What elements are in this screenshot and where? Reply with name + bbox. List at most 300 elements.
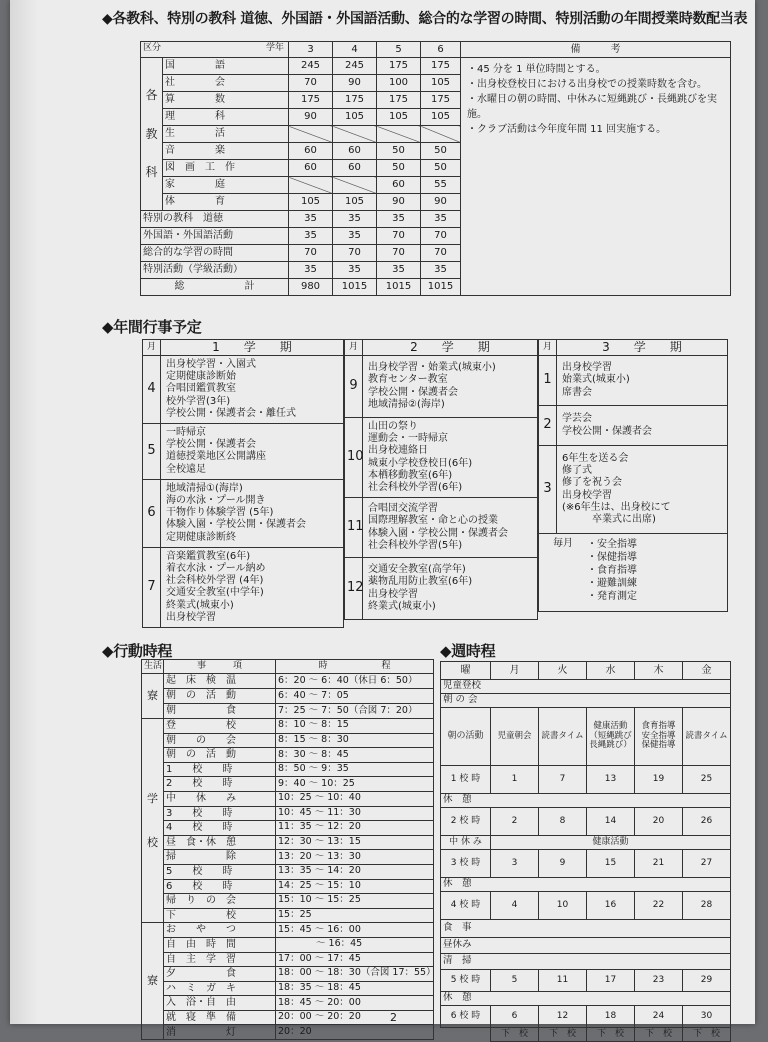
weekly-schedule-heading: ◆週時程	[440, 642, 496, 660]
schedule-time: 13：35 〜 14：20	[276, 864, 434, 879]
event-list	[161, 356, 344, 424]
remarks-header: 備 考	[461, 42, 731, 58]
period-number: 8	[539, 808, 587, 836]
other-subject-name: 外国語・外国語活動	[141, 228, 289, 245]
morning-activity-cell: 読書タイム	[683, 708, 731, 766]
schedule-time: 18：45 〜 20：00	[276, 996, 434, 1011]
mid-break-activity: 健康活動	[491, 836, 731, 850]
schedule-time: 10：25 〜 10：40	[276, 791, 434, 806]
schedule-item: 3 校 時	[164, 806, 276, 821]
remark-line: ・水曜日の朝の時間、中休みに短縄跳び・長縄跳びを実施。	[467, 94, 717, 120]
corner-cell	[141, 42, 289, 58]
event-list	[161, 424, 344, 480]
lunch-break-row: 昼休み	[441, 938, 731, 954]
period-number: 27	[683, 850, 731, 878]
hours-cell: 35	[333, 211, 377, 228]
hours-cell: 70	[377, 245, 421, 262]
hours-cell: 70	[289, 75, 333, 92]
hours-cell: 70	[421, 245, 461, 262]
schedule-time: 17：00 〜 17：45	[276, 952, 434, 967]
event-item: 教育センター教室	[368, 374, 448, 386]
hours-cell: 105	[421, 75, 461, 92]
event-item: 定期健康診断始	[166, 371, 236, 383]
cleaning-row: 清 掃	[441, 954, 731, 970]
schedule-item: 6 校 時	[164, 879, 276, 894]
event-item: 社会科校外学習(5年)	[368, 539, 463, 551]
subject-name: 国 語	[163, 58, 289, 75]
event-item: 干物作り体験学習 (5年)	[166, 507, 274, 519]
schedule-time: 8：10 〜 8：15	[276, 719, 434, 734]
schedule-header: 時 程	[276, 660, 434, 674]
hours-cell: 35	[377, 211, 421, 228]
hours-cell: 70	[289, 245, 333, 262]
subject-name: 算 数	[163, 92, 289, 109]
event-list	[363, 356, 538, 418]
period-number: 10	[539, 892, 587, 920]
period-number: 13	[587, 766, 635, 794]
hours-cell: 105	[333, 109, 377, 126]
event-item: 地域清掃①(海岸)	[166, 482, 243, 494]
schedule-item: 朝 の 活 動	[164, 748, 276, 763]
period-number: 3	[491, 850, 539, 878]
event-month: 5	[143, 424, 161, 480]
schedule-item: 入 浴・自 由	[164, 996, 276, 1011]
event-item: 体験入園・学校公開・保護者会	[368, 527, 508, 539]
hours-cell: 60	[289, 160, 333, 177]
event-item: 終業式(城東小)	[368, 600, 436, 612]
grade-header: 6	[421, 42, 461, 58]
event-item: 出身校連絡日	[368, 445, 428, 457]
hours-cell: 100	[377, 75, 421, 92]
annual-hours-table	[140, 41, 731, 296]
term3-events-table	[538, 339, 728, 612]
period-number: 6	[491, 1006, 539, 1028]
period-label: 3 校 時	[441, 850, 491, 878]
weekday-header: 木	[635, 662, 683, 680]
period-number: 17	[587, 970, 635, 992]
schedule-time: 6：40 〜 7：05	[276, 689, 434, 704]
event-item: 国際理解教室・命と心の授業	[368, 515, 498, 527]
hours-cell: 50	[377, 143, 421, 160]
event-item: 6年生を送る会	[562, 452, 629, 464]
schedule-item: 就 寝 準 備	[164, 1010, 276, 1025]
schedule-time: 13：20 〜 13：30	[276, 850, 434, 865]
period-number: 23	[635, 970, 683, 992]
event-list	[363, 418, 538, 498]
period-label: 5 校 時	[441, 970, 491, 992]
period-number: 2	[491, 808, 539, 836]
break-row: 休 憩	[441, 878, 731, 892]
schedule-time: 15：45 〜 16：00	[276, 923, 434, 938]
schedule-time: 20：00 〜 20：20	[276, 1010, 434, 1025]
arrival-row: 児童登校	[441, 680, 731, 694]
period-label: 2 校 時	[441, 808, 491, 836]
event-list	[161, 547, 344, 627]
event-item: 体験入園・学校公開・保護者会	[166, 519, 306, 531]
remark-line: ・クラブ活動は今年度年間 11 回実施する。	[467, 124, 667, 135]
event-item: 着衣水泳・プール納め	[166, 562, 266, 574]
morning-activity-cell: 健康活動 （短縄跳び 長縄跳び）	[587, 708, 635, 766]
event-month: 6	[143, 479, 161, 547]
hours-cell: 105	[421, 109, 461, 126]
subject-name: 理 科	[163, 109, 289, 126]
schedule-item: 自 由 時 間	[164, 937, 276, 952]
hours-cell: 70	[333, 245, 377, 262]
schedule-item: 朝 の 会	[164, 733, 276, 748]
schedule-time: 18：00 〜 18：30（合図 17：55）	[276, 967, 434, 982]
period-number: 25	[683, 766, 731, 794]
event-item: 出身校学習・入園式	[166, 359, 256, 371]
remark-line: ・45 分を 1 単位時間とする。	[467, 64, 606, 75]
period-number: 11	[539, 970, 587, 992]
dismissal-cell: 下 校	[491, 1028, 539, 1042]
remark-line: ・出身校登校日における出身校での授業時数を含む。	[467, 79, 707, 90]
hours-cell: 55	[421, 177, 461, 194]
schedule-time: 10：45 〜 11：30	[276, 806, 434, 821]
monthly-label: 毎月	[553, 538, 573, 549]
event-item: 音楽鑑賞教室(6年)	[166, 550, 251, 562]
period-number: 29	[683, 970, 731, 992]
schedule-time: 8：15 〜 8：30	[276, 733, 434, 748]
event-item: 出身校学習	[166, 611, 216, 623]
hours-cell: 175	[289, 92, 333, 109]
events-heading: ◆年間行事予定	[102, 318, 202, 336]
hours-cell: 70	[421, 228, 461, 245]
period-label: 1 校 時	[441, 766, 491, 794]
hours-cell: 60	[377, 177, 421, 194]
event-item: 出身校学習	[562, 489, 612, 501]
event-month: 1	[539, 356, 557, 406]
event-item: 本栖移動教室(6年)	[368, 469, 453, 481]
period-number: 1	[491, 766, 539, 794]
schedule-item: 5 校 時	[164, 864, 276, 879]
category-label	[141, 58, 163, 211]
event-item: 合唱団交流学習	[368, 503, 438, 515]
event-item: 出身校学習・始業式(城東小)	[368, 362, 496, 374]
event-month: 12	[345, 558, 363, 620]
schedule-time: 15：10 〜 15：25	[276, 894, 434, 909]
schedule-time: 9：40 〜 10：25	[276, 777, 434, 792]
period-number: 20	[635, 808, 683, 836]
event-month: 11	[345, 498, 363, 558]
other-subject-name: 総合的な学習の時間	[141, 245, 289, 262]
schedule-item: ハ ミ ガ キ	[164, 981, 276, 996]
period-number: 24	[635, 1006, 683, 1028]
period-number: 21	[635, 850, 683, 878]
hours-cell: 175	[421, 58, 461, 75]
hours-cell: 35	[333, 228, 377, 245]
schedule-item: 掃 除	[164, 850, 276, 865]
event-item: 交通安全教室(高学年)	[368, 564, 466, 576]
hours-cell	[289, 177, 333, 194]
event-item: 学校公開・保護者会	[368, 386, 458, 398]
event-item: 地域清掃②(海岸)	[368, 398, 445, 410]
other-subject-name: 特別の教科 道徳	[141, 211, 289, 228]
hours-table-heading: ◆各教科、特別の教科 道徳、外国語・外国語活動、総合的な学習の時間、特別活動の年間授業時数配当表	[102, 11, 748, 27]
monthly-item: ・保健指導	[587, 552, 637, 563]
event-list	[557, 356, 728, 406]
event-item: 学校公開・保護者会・離任式	[166, 407, 296, 419]
period-number: 15	[587, 850, 635, 878]
period-number: 19	[635, 766, 683, 794]
subject-name: 生 活	[163, 126, 289, 143]
term-header: 2 学 期	[363, 340, 538, 356]
event-month: 7	[143, 547, 161, 627]
month-header: 月	[143, 340, 161, 356]
period-label: 6 校 時	[441, 1006, 491, 1028]
schedule-item: 中 休 み	[164, 791, 276, 806]
schedule-item: 昼 食・休 憩	[164, 835, 276, 850]
hours-cell	[377, 126, 421, 143]
hours-cell: 50	[421, 143, 461, 160]
schedule-item: お や つ	[164, 923, 276, 938]
hours-cell: 35	[333, 262, 377, 279]
event-item: 道徳授業地区公開講座	[166, 451, 266, 463]
period-number: 30	[683, 1006, 731, 1028]
event-item: 定期健康診断終	[166, 531, 236, 543]
event-month: 2	[539, 406, 557, 446]
hours-cell: 70	[377, 228, 421, 245]
category-char: 教	[145, 126, 158, 141]
monthly-list	[587, 538, 637, 603]
monthly-activities-block	[545, 538, 721, 603]
schedule-time: 7：25 〜 7：50（合図 7：20）	[276, 704, 434, 719]
schedule-item: 登 校	[164, 719, 276, 734]
event-item: 席書会	[562, 386, 592, 398]
total-hours-cell: 1015	[377, 279, 421, 296]
hours-cell: 35	[377, 262, 421, 279]
period-number: 12	[539, 1006, 587, 1028]
hours-cell: 90	[333, 75, 377, 92]
hours-cell	[289, 126, 333, 143]
schedule-time: 8：50 〜 9：35	[276, 762, 434, 777]
schedule-group-label: 学 校	[142, 719, 164, 923]
schedule-group-label: 寮	[142, 674, 164, 719]
term1-events-table	[142, 339, 344, 628]
weekday-header: 月	[491, 662, 539, 680]
dismiss-spacer	[441, 1028, 491, 1042]
event-month: 3	[539, 446, 557, 534]
hours-cell: 60	[333, 160, 377, 177]
period-number: 18	[587, 1006, 635, 1028]
hours-cell: 90	[289, 109, 333, 126]
hours-cell: 175	[333, 92, 377, 109]
month-header: 月	[345, 340, 363, 356]
dismissal-cell: 下 校	[539, 1028, 587, 1042]
total-hours-cell: 980	[289, 279, 333, 296]
monthly-item: ・発育測定	[587, 591, 637, 602]
event-item: 校外学習(3年)	[166, 395, 231, 407]
hours-cell: 245	[333, 58, 377, 75]
morning-activity-label: 朝の活動	[441, 708, 491, 766]
event-month: 10	[345, 418, 363, 498]
weekday-header: 水	[587, 662, 635, 680]
document-page	[10, 0, 755, 1040]
event-item: 修了式	[562, 465, 592, 477]
event-item: 運動会・一時帰京	[368, 433, 448, 445]
schedule-time: 18：35 〜 18：45	[276, 981, 434, 996]
hours-cell: 175	[377, 92, 421, 109]
event-list	[557, 446, 728, 534]
event-item: 出身校学習	[562, 362, 612, 374]
period-number: 9	[539, 850, 587, 878]
term2-events-table	[344, 339, 538, 620]
hours-cell: 60	[333, 143, 377, 160]
event-item: 海の水泳・プール開き	[166, 494, 266, 506]
hours-cell: 35	[289, 228, 333, 245]
hours-cell: 50	[377, 160, 421, 177]
daily-schedule-heading: ◆行動時程	[102, 642, 173, 660]
hours-cell: 245	[289, 58, 333, 75]
event-list	[161, 479, 344, 547]
period-number: 22	[635, 892, 683, 920]
schedule-time: 15：25	[276, 908, 434, 923]
subject-name: 体 育	[163, 194, 289, 211]
subject-name: 社 会	[163, 75, 289, 92]
weekday-header: 火	[539, 662, 587, 680]
term-header: 1 学 期	[161, 340, 344, 356]
monthly-item: ・避難訓練	[587, 578, 637, 589]
morning-activity-cell: 食育指導 安全指導 保健指導	[635, 708, 683, 766]
hours-cell: 90	[377, 194, 421, 211]
event-item: 合唱団鑑賞教室	[166, 383, 236, 395]
event-item: 学校公開・保護者会	[166, 439, 256, 451]
grade-header: 3	[289, 42, 333, 58]
grade-header: 4	[333, 42, 377, 58]
dismissal-cell: 下 校	[683, 1028, 731, 1042]
monthly-activities	[539, 534, 728, 612]
morning-activity-cell: 児童朝会	[491, 708, 539, 766]
hours-cell	[333, 177, 377, 194]
page-number: 2	[390, 1011, 397, 1024]
event-item: 城東小学校登校日(6年)	[368, 457, 473, 469]
category-char: 各	[145, 88, 158, 103]
event-item: 全校遠足	[166, 463, 206, 475]
event-item: 修了を祝う会	[562, 477, 622, 489]
total-hours-cell: 1015	[333, 279, 377, 296]
period-number: 14	[587, 808, 635, 836]
subject-name: 音 楽	[163, 143, 289, 160]
schedule-item: 2 校 時	[164, 777, 276, 792]
schedule-item: 朝 食	[164, 704, 276, 719]
schedule-item: 下 校	[164, 908, 276, 923]
event-list	[363, 558, 538, 620]
dismissal-cell: 下 校	[587, 1028, 635, 1042]
hours-cell: 35	[421, 211, 461, 228]
total-hours-cell: 1015	[421, 279, 461, 296]
schedule-header: 生活	[142, 660, 164, 674]
schedule-group-label: 寮	[142, 923, 164, 1040]
hours-cell: 35	[289, 262, 333, 279]
term-header: 3 学 期	[557, 340, 728, 356]
period-label: 4 校 時	[441, 892, 491, 920]
morning-meeting-row: 朝 の 会	[441, 694, 731, 708]
morning-activity-cell: 読書タイム	[539, 708, 587, 766]
event-item: 終業式(城東小)	[166, 599, 234, 611]
weekday-header: 金	[683, 662, 731, 680]
period-number: 7	[539, 766, 587, 794]
event-item: 一時帰京	[166, 427, 206, 438]
schedule-time: 8：30 〜 8：45	[276, 748, 434, 763]
schedule-time: 12：30 〜 13：15	[276, 835, 434, 850]
hours-cell: 105	[333, 194, 377, 211]
other-subject-name: 特別活動（学級活動）	[141, 262, 289, 279]
subject-name: 図 画 工 作	[163, 160, 289, 177]
hours-cell: 175	[421, 92, 461, 109]
schedule-item: 帰 り の 会	[164, 894, 276, 909]
category-char: 科	[145, 165, 158, 180]
total-label: 総 計	[141, 279, 289, 296]
event-item: 社会科校外学習 (4年)	[166, 575, 264, 587]
hours-cell	[421, 126, 461, 143]
event-item: 卒業式に出席)	[562, 513, 656, 525]
period-number: 16	[587, 892, 635, 920]
meal-row: 食 事	[441, 920, 731, 938]
hours-cell: 175	[377, 58, 421, 75]
event-item: 交通安全教室(中学年)	[166, 587, 264, 599]
monthly-item: ・食育指導	[587, 565, 637, 576]
schedule-item: 自 主 学 習	[164, 952, 276, 967]
break-row: 休 憩	[441, 794, 731, 808]
hours-cell: 105	[377, 109, 421, 126]
mid-break-label: 中 休 み	[441, 836, 491, 850]
schedule-time: 〜 16：45	[276, 937, 434, 952]
event-month: 4	[143, 356, 161, 424]
weekly-schedule-table	[440, 661, 731, 1042]
month-header: 月	[539, 340, 557, 356]
event-item: 社会科校外学習(6年)	[368, 481, 463, 493]
schedule-item: 4 校 時	[164, 821, 276, 836]
event-item: 山田の祭り	[368, 421, 418, 432]
schedule-time: 11：35 〜 12：20	[276, 821, 434, 836]
hours-cell	[333, 126, 377, 143]
grade-header: 5	[377, 42, 421, 58]
daily-schedule-table	[141, 659, 434, 1040]
corner-right-label: 学年	[265, 43, 284, 53]
period-number: 28	[683, 892, 731, 920]
subject-name: 家 庭	[163, 177, 289, 194]
break-row: 休 憩	[441, 992, 731, 1006]
event-month: 9	[345, 356, 363, 418]
corner-left-label: 区分	[143, 43, 162, 53]
schedule-item: 朝 の 活 動	[164, 689, 276, 704]
event-item: 出身校学習	[368, 588, 418, 600]
hours-cell: 35	[421, 262, 461, 279]
schedule-item: 起 床 検 温	[164, 674, 276, 689]
hours-cell: 50	[421, 160, 461, 177]
schedule-item: 1 校 時	[164, 762, 276, 777]
event-item: 学校公開・保護者会	[562, 425, 652, 437]
period-number: 26	[683, 808, 731, 836]
period-number: 4	[491, 892, 539, 920]
schedule-time: 14：25 〜 15：10	[276, 879, 434, 894]
schedule-time: 20：20	[276, 1025, 434, 1040]
monthly-item: ・安全指導	[587, 539, 637, 550]
event-item: 始業式(城東小)	[562, 374, 630, 386]
event-list	[363, 498, 538, 558]
hours-cell: 35	[289, 211, 333, 228]
event-item: 学芸会	[562, 413, 592, 425]
remarks-notes	[461, 58, 731, 296]
period-number: 5	[491, 970, 539, 992]
schedule-item: 夕 食	[164, 967, 276, 982]
weekday-header: 曜	[441, 662, 491, 680]
hours-cell: 105	[289, 194, 333, 211]
event-list	[557, 406, 728, 446]
hours-cell: 60	[289, 143, 333, 160]
event-item: 薬物乱用防止教室(6年)	[368, 576, 473, 588]
dismissal-cell: 下 校	[635, 1028, 683, 1042]
